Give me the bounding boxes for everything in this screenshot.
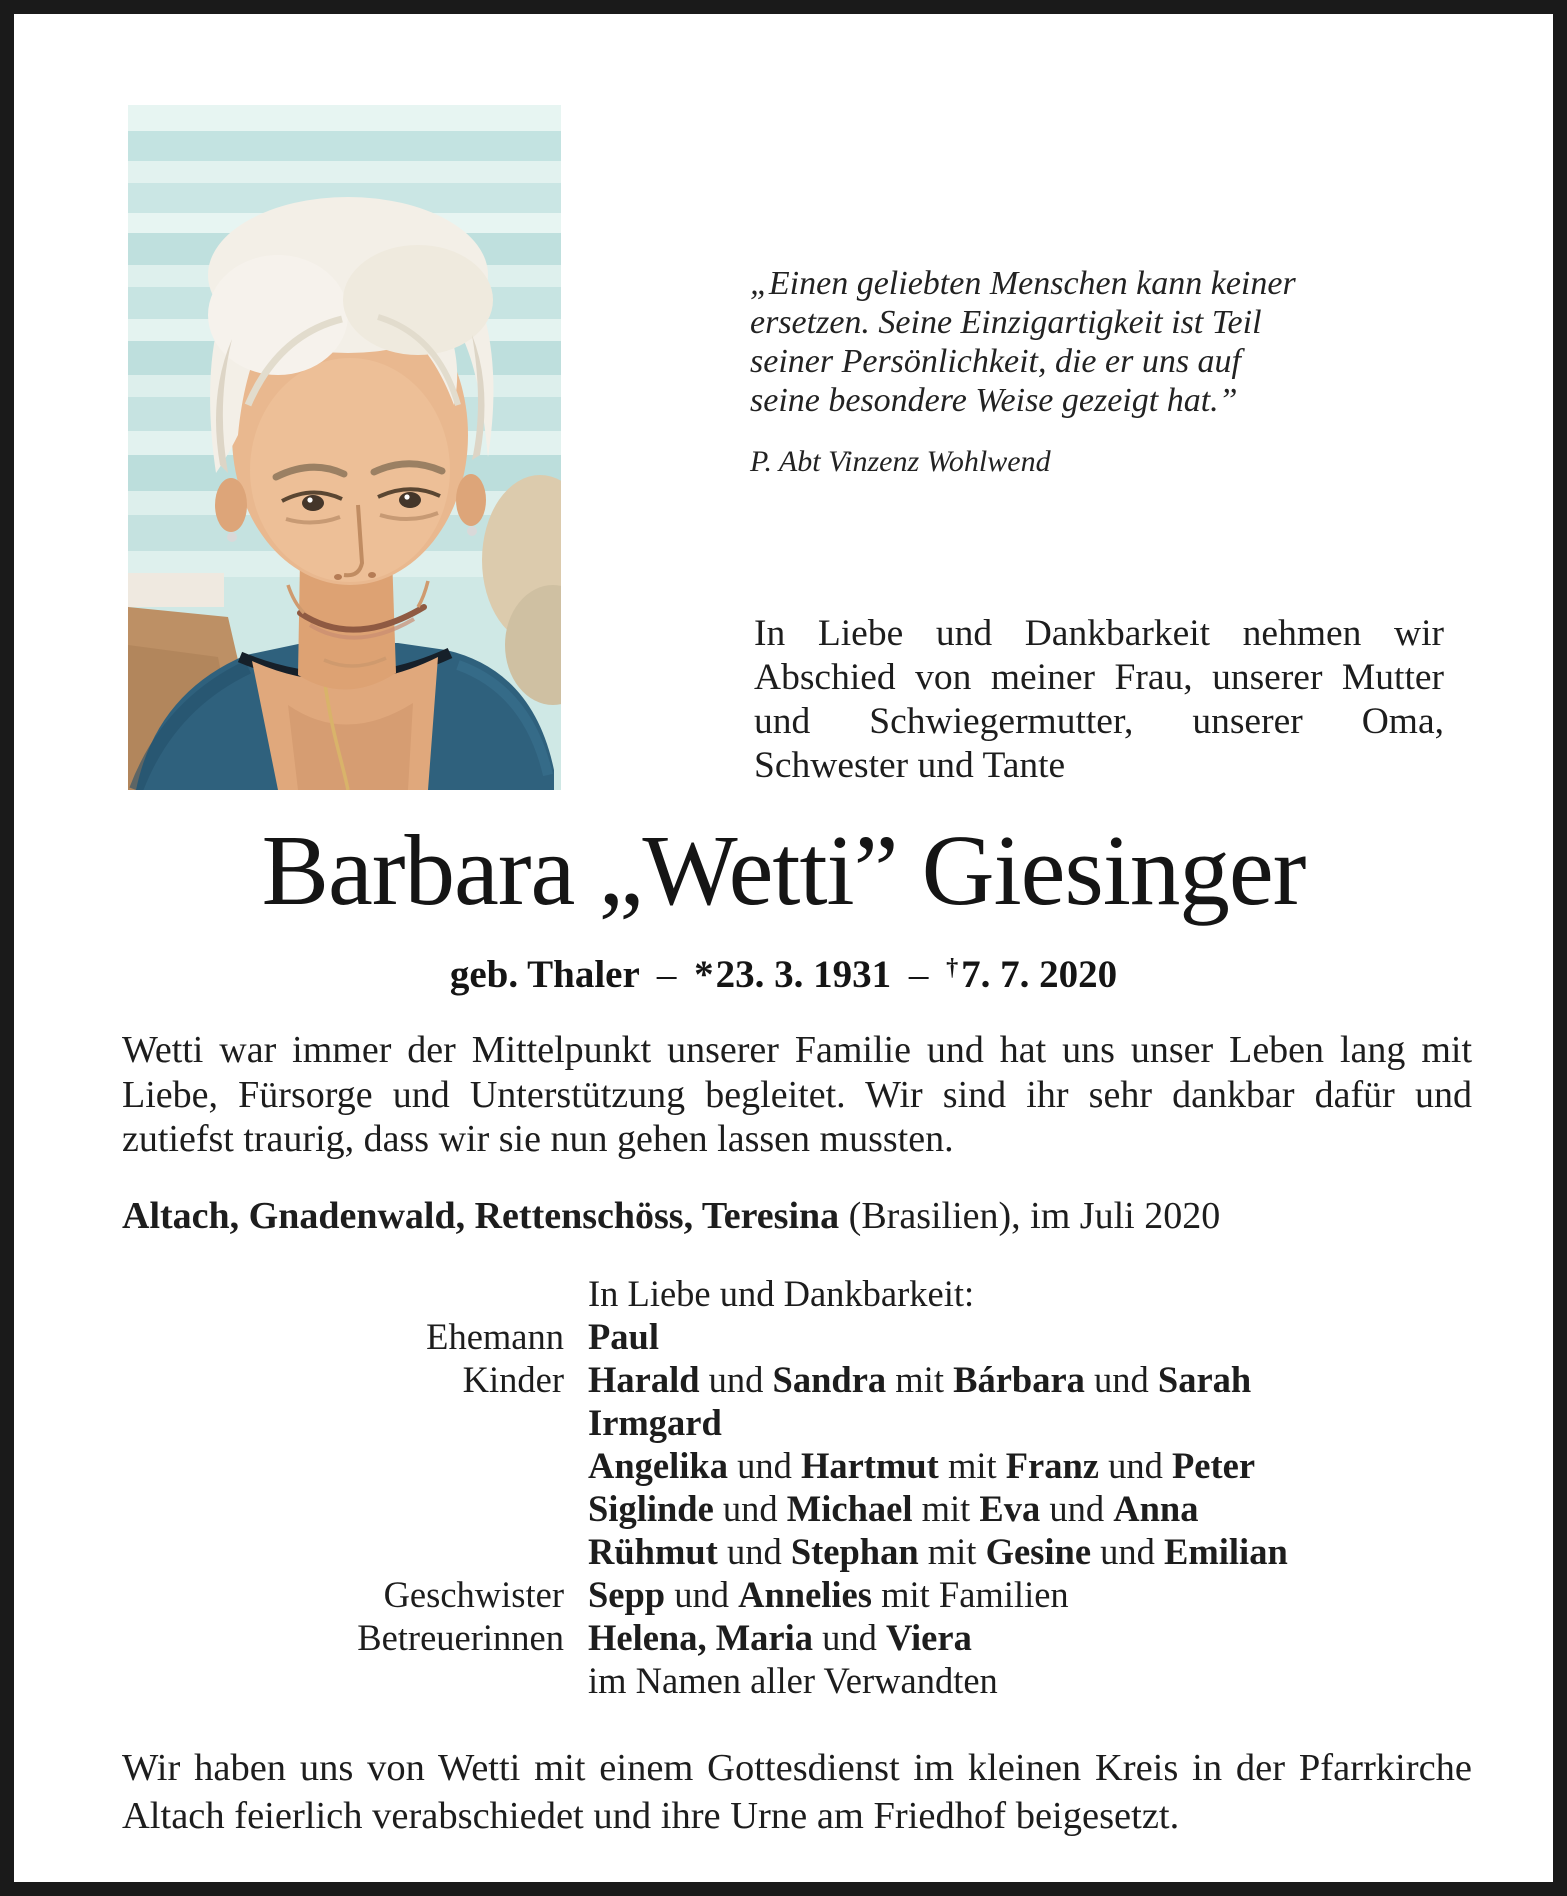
family-role-label: [122, 1530, 564, 1573]
family-role-label: [122, 1401, 564, 1444]
family-list: [122, 1272, 1487, 1702]
family-names: Siglinde und Michael mit Eva und Anna: [588, 1488, 1199, 1529]
family-names: im Namen aller Verwandten: [588, 1660, 998, 1701]
family-row: [122, 1401, 1487, 1444]
family-names: Irmgard: [588, 1402, 722, 1443]
family-row: [122, 1315, 1487, 1358]
family-names: Sepp und Annelies mit Familien: [588, 1574, 1069, 1615]
life-dates: [14, 952, 1553, 997]
quote-line: ersetzen. Seine Einzigartigkeit ist Teil: [750, 304, 1262, 341]
family-row: [122, 1616, 1487, 1659]
dash-separator: –: [908, 953, 929, 996]
family-row: [122, 1272, 1487, 1315]
portrait-illustration: [128, 105, 561, 790]
quote-lines: [750, 264, 1340, 420]
family-role-label: [122, 1659, 564, 1702]
quote-line: „Einen geliebten Menschen kann keiner: [750, 265, 1296, 302]
memorial-quote: [750, 264, 1340, 481]
family-role-label: [122, 1487, 564, 1530]
death-date: 7. 7. 2020: [961, 953, 1118, 996]
family-row: [122, 1659, 1487, 1702]
family-names: Paul: [588, 1316, 659, 1357]
portrait-photo: [128, 105, 561, 790]
quote-line: seiner Persönlichkeit, die er uns auf: [750, 343, 1242, 380]
location-date-rest: (Brasilien), im Juli 2020: [839, 1195, 1221, 1237]
family-role-label: [122, 1444, 564, 1487]
family-names: Angelika und Hartmut mit Franz und Peter: [588, 1445, 1256, 1486]
family-names: Rühmut und Stephan mit Gesine und Emilian: [588, 1531, 1288, 1572]
closing-paragraph: Wir haben uns von Wetti mit einem Gottesdienst im kleinen Kreis in der Pfarrkirche Altach feierlich verabschiedet und ihre Urne am Friedhof beigesetzt.: [122, 1747, 1472, 1837]
location-names: Altach, Gnadenwald, Rettenschöss, Teresina: [122, 1195, 840, 1237]
death-symbol: †: [946, 954, 959, 982]
family-role-label: Geschwister: [383, 1574, 564, 1615]
family-row: [122, 1487, 1487, 1530]
deceased-name: Barbara „Wetti” Giesinger: [261, 814, 1306, 926]
quote-attribution: P. Abt Vinzenz Wohlwend: [750, 445, 1051, 478]
family-names: In Liebe und Dankbarkeit:: [588, 1273, 975, 1314]
birth-date: 23. 3. 1931: [715, 953, 892, 996]
family-role-label: Kinder: [462, 1359, 564, 1400]
farewell-intro: In Liebe und Dankbarkeit nehmen wir Abschied von meiner Frau, unserer Mutter und Schwiegermutter, unserer Oma, Schwester und Tante: [754, 613, 1444, 786]
family-row: [122, 1573, 1487, 1616]
family-row: [122, 1358, 1487, 1401]
family-names: Helena, Maria und Viera: [588, 1617, 972, 1658]
obituary-paragraph: Wetti war immer der Mittelpunkt unserer Familie und hat uns unser Leben lang mit Liebe, Fürsorge und Unterstützung begleitet. Wir sind ihr sehr dankbar dafür und zutiefst traurig, dass wir sie nun gehen lassen mussten.: [122, 1029, 1472, 1160]
family-row: [122, 1530, 1487, 1573]
family-role-label: [122, 1272, 564, 1315]
location-date-line: [122, 1194, 1472, 1238]
birth-name: geb. Thaler: [449, 953, 640, 996]
family-role-label: Ehemann: [426, 1316, 564, 1357]
dash-separator: –: [656, 953, 677, 996]
birth-symbol: *: [694, 953, 714, 996]
family-role-label: Betreuerinnen: [357, 1617, 564, 1658]
family-names: Harald und Sandra mit Bárbara und Sarah: [588, 1359, 1252, 1400]
family-row: [122, 1444, 1487, 1487]
quote-line: seine besondere Weise gezeigt hat.”: [750, 382, 1238, 419]
